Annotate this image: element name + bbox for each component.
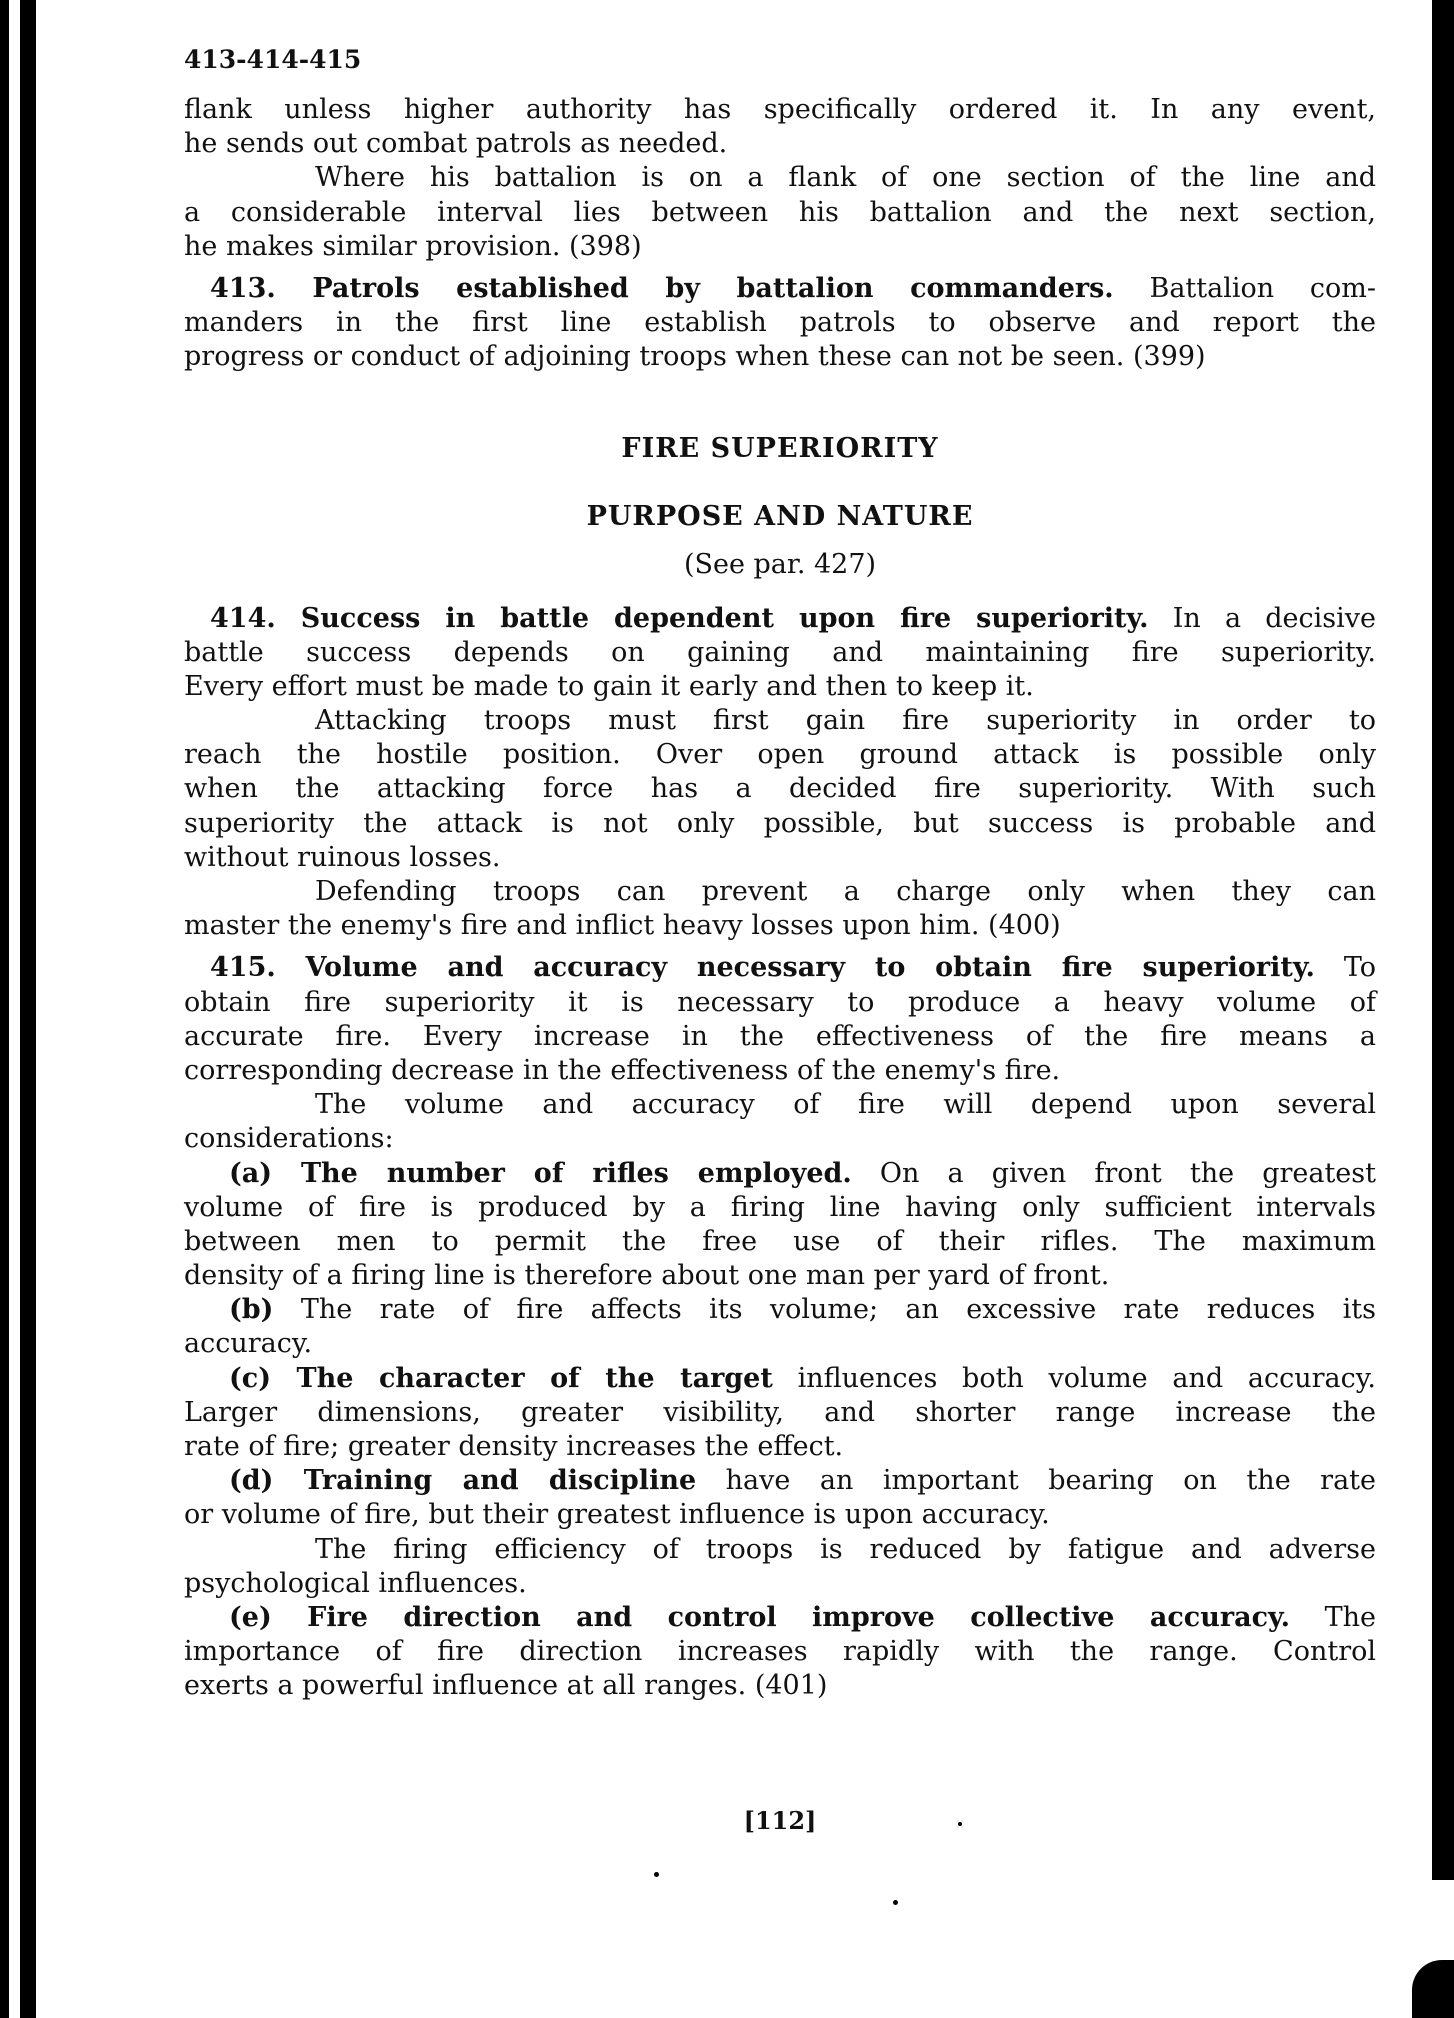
text-line: corresponding decrease in the effectiveness of the enemy's fire.	[184, 1054, 1061, 1086]
paragraph	[184, 1362, 1376, 1465]
text-line: battle success depends on gaining and maintaining fire superiority.	[184, 636, 1376, 668]
text-line: he sends out combat patrols as needed.	[184, 128, 728, 160]
scan-binding-edge	[20, 0, 36, 2018]
bold-heading-text: 414. Success in battle dependent upon fire superiority.	[210, 602, 1149, 634]
text-line	[184, 272, 1376, 306]
text-segment: On a given front the greatest	[851, 1157, 1376, 1189]
paragraph	[184, 1464, 1376, 1532]
bold-heading-text: (d) Training and discipline	[229, 1465, 697, 1497]
text-segment: The	[1290, 1601, 1376, 1633]
section-heading: FIRE SUPERIORITY	[621, 432, 939, 464]
text-line: obtain fire superiority it is necessary to produce a heavy volume of	[184, 986, 1376, 1018]
paragraph	[184, 951, 1376, 1088]
paragraph	[184, 272, 1376, 375]
text-line: accuracy.	[184, 1328, 313, 1360]
text-line: psychological influences.	[184, 1567, 527, 1599]
bold-heading-text: (e) Fire direction and control improve collective accuracy.	[229, 1601, 1291, 1633]
document-page	[184, 43, 1376, 1838]
cross-reference: (See par. 427)	[683, 548, 877, 580]
text-line	[184, 602, 1376, 636]
bold-heading-text: (a) The number of rifles employed.	[229, 1157, 852, 1189]
text-line: volume of fire is produced by a firing line having only sufficient intervals	[184, 1191, 1376, 1223]
text-segment: To	[1314, 952, 1376, 984]
text-line: considerations:	[184, 1123, 394, 1155]
text-line: manders in the first line establish patrols to observe and report the	[184, 307, 1376, 339]
text-line: Larger dimensions, greater visibility, and shorter range increase the	[184, 1396, 1376, 1428]
text-line: exerts a powerful influence at all ranges. (401)	[184, 1670, 828, 1702]
scan-speck	[654, 1872, 659, 1877]
text-line: The volume and accuracy of fire will depend upon several	[315, 1089, 1376, 1121]
page-number: [112]	[743, 1805, 817, 1835]
text-line: rate of fire; greater density increases the effect.	[184, 1431, 844, 1462]
text-line: or volume of fire, but their greatest influence is upon accuracy.	[184, 1499, 1050, 1531]
paragraph	[184, 93, 1376, 161]
text-segment: influences both volume and accuracy.	[772, 1362, 1376, 1394]
text-line	[184, 1157, 1376, 1191]
paragraph	[184, 1533, 1376, 1601]
text-line: Defending troops can prevent a charge only when they can	[315, 876, 1376, 907]
paragraph	[184, 602, 1376, 705]
paragraph	[184, 1088, 1376, 1156]
text-line: he makes similar provision. (398)	[184, 230, 642, 262]
text-line: between men to permit the free use of their rifles. The maximum	[184, 1225, 1376, 1257]
text-line	[184, 951, 1376, 985]
paragraph	[184, 1293, 1376, 1361]
text-line: Every effort must be made to gain it early and then to keep it.	[184, 670, 1034, 702]
text-line: without ruinous losses.	[184, 841, 501, 873]
paragraph	[184, 1157, 1376, 1294]
bold-heading-text: (c) The character of the target	[229, 1362, 773, 1394]
paragraph	[184, 704, 1376, 875]
text-line: reach the hostile position. Over open ground attack is possible only	[184, 739, 1376, 771]
paragraph	[184, 875, 1376, 943]
text-line: density of a firing line is therefore about one man per yard of front.	[184, 1260, 1110, 1292]
bold-heading-text: (b)	[229, 1294, 274, 1326]
text-segment: Battalion com-	[1113, 272, 1377, 304]
text-line: accurate fire. Every increase in the effectiveness of the fire means a	[184, 1020, 1376, 1052]
text-line	[184, 1464, 1376, 1498]
paragraph	[184, 1601, 1376, 1704]
text-line: flank unless higher authority has specifically ordered it. In any event,	[184, 94, 1376, 125]
text-line: Attacking troops must first gain fire superiority in order to	[315, 705, 1376, 737]
scan-binding-edge	[0, 0, 9, 2018]
text-line: The firing efficiency of troops is reduced by fatigue and adverse	[315, 1533, 1376, 1565]
subsection-heading: PURPOSE AND NATURE	[586, 500, 974, 532]
scan-speck	[893, 1900, 898, 1905]
bold-heading-text: 413. Patrols established by battalion commanders.	[210, 272, 1114, 304]
text-line: progress or conduct of adjoining troops when these can not be seen. (399)	[184, 341, 1206, 373]
paragraph	[184, 161, 1376, 264]
scan-page-edge	[1412, 1960, 1454, 2018]
text-line	[184, 1601, 1376, 1635]
scan-page-edge	[1432, 0, 1454, 1880]
text-line: importance of fire direction increases rapidly with the range. Control	[184, 1636, 1376, 1668]
text-line: superiority the attack is not only possible, but success is probable and	[184, 807, 1376, 839]
bold-heading-text: 415. Volume and accuracy necessary to obtain fire superiority.	[210, 952, 1315, 984]
text-segment: have an important bearing on the rate	[696, 1465, 1377, 1497]
text-line	[184, 1293, 1376, 1327]
text-line: a considerable interval lies between his battalion and the next section,	[184, 196, 1376, 228]
text-line: master the enemy's fire and inflict heavy losses upon him. (400)	[184, 910, 1061, 942]
text-segment: In a decisive	[1148, 602, 1376, 634]
text-line	[184, 1362, 1376, 1396]
text-line: Where his battalion is on a flank of one section of the line and	[315, 162, 1376, 194]
running-head: 413-414-415	[184, 45, 362, 74]
text-segment: The rate of fire affects its volume; an excessive rate reduces its	[273, 1294, 1376, 1326]
text-line: when the attacking force has a decided fire superiority. With such	[184, 773, 1376, 805]
